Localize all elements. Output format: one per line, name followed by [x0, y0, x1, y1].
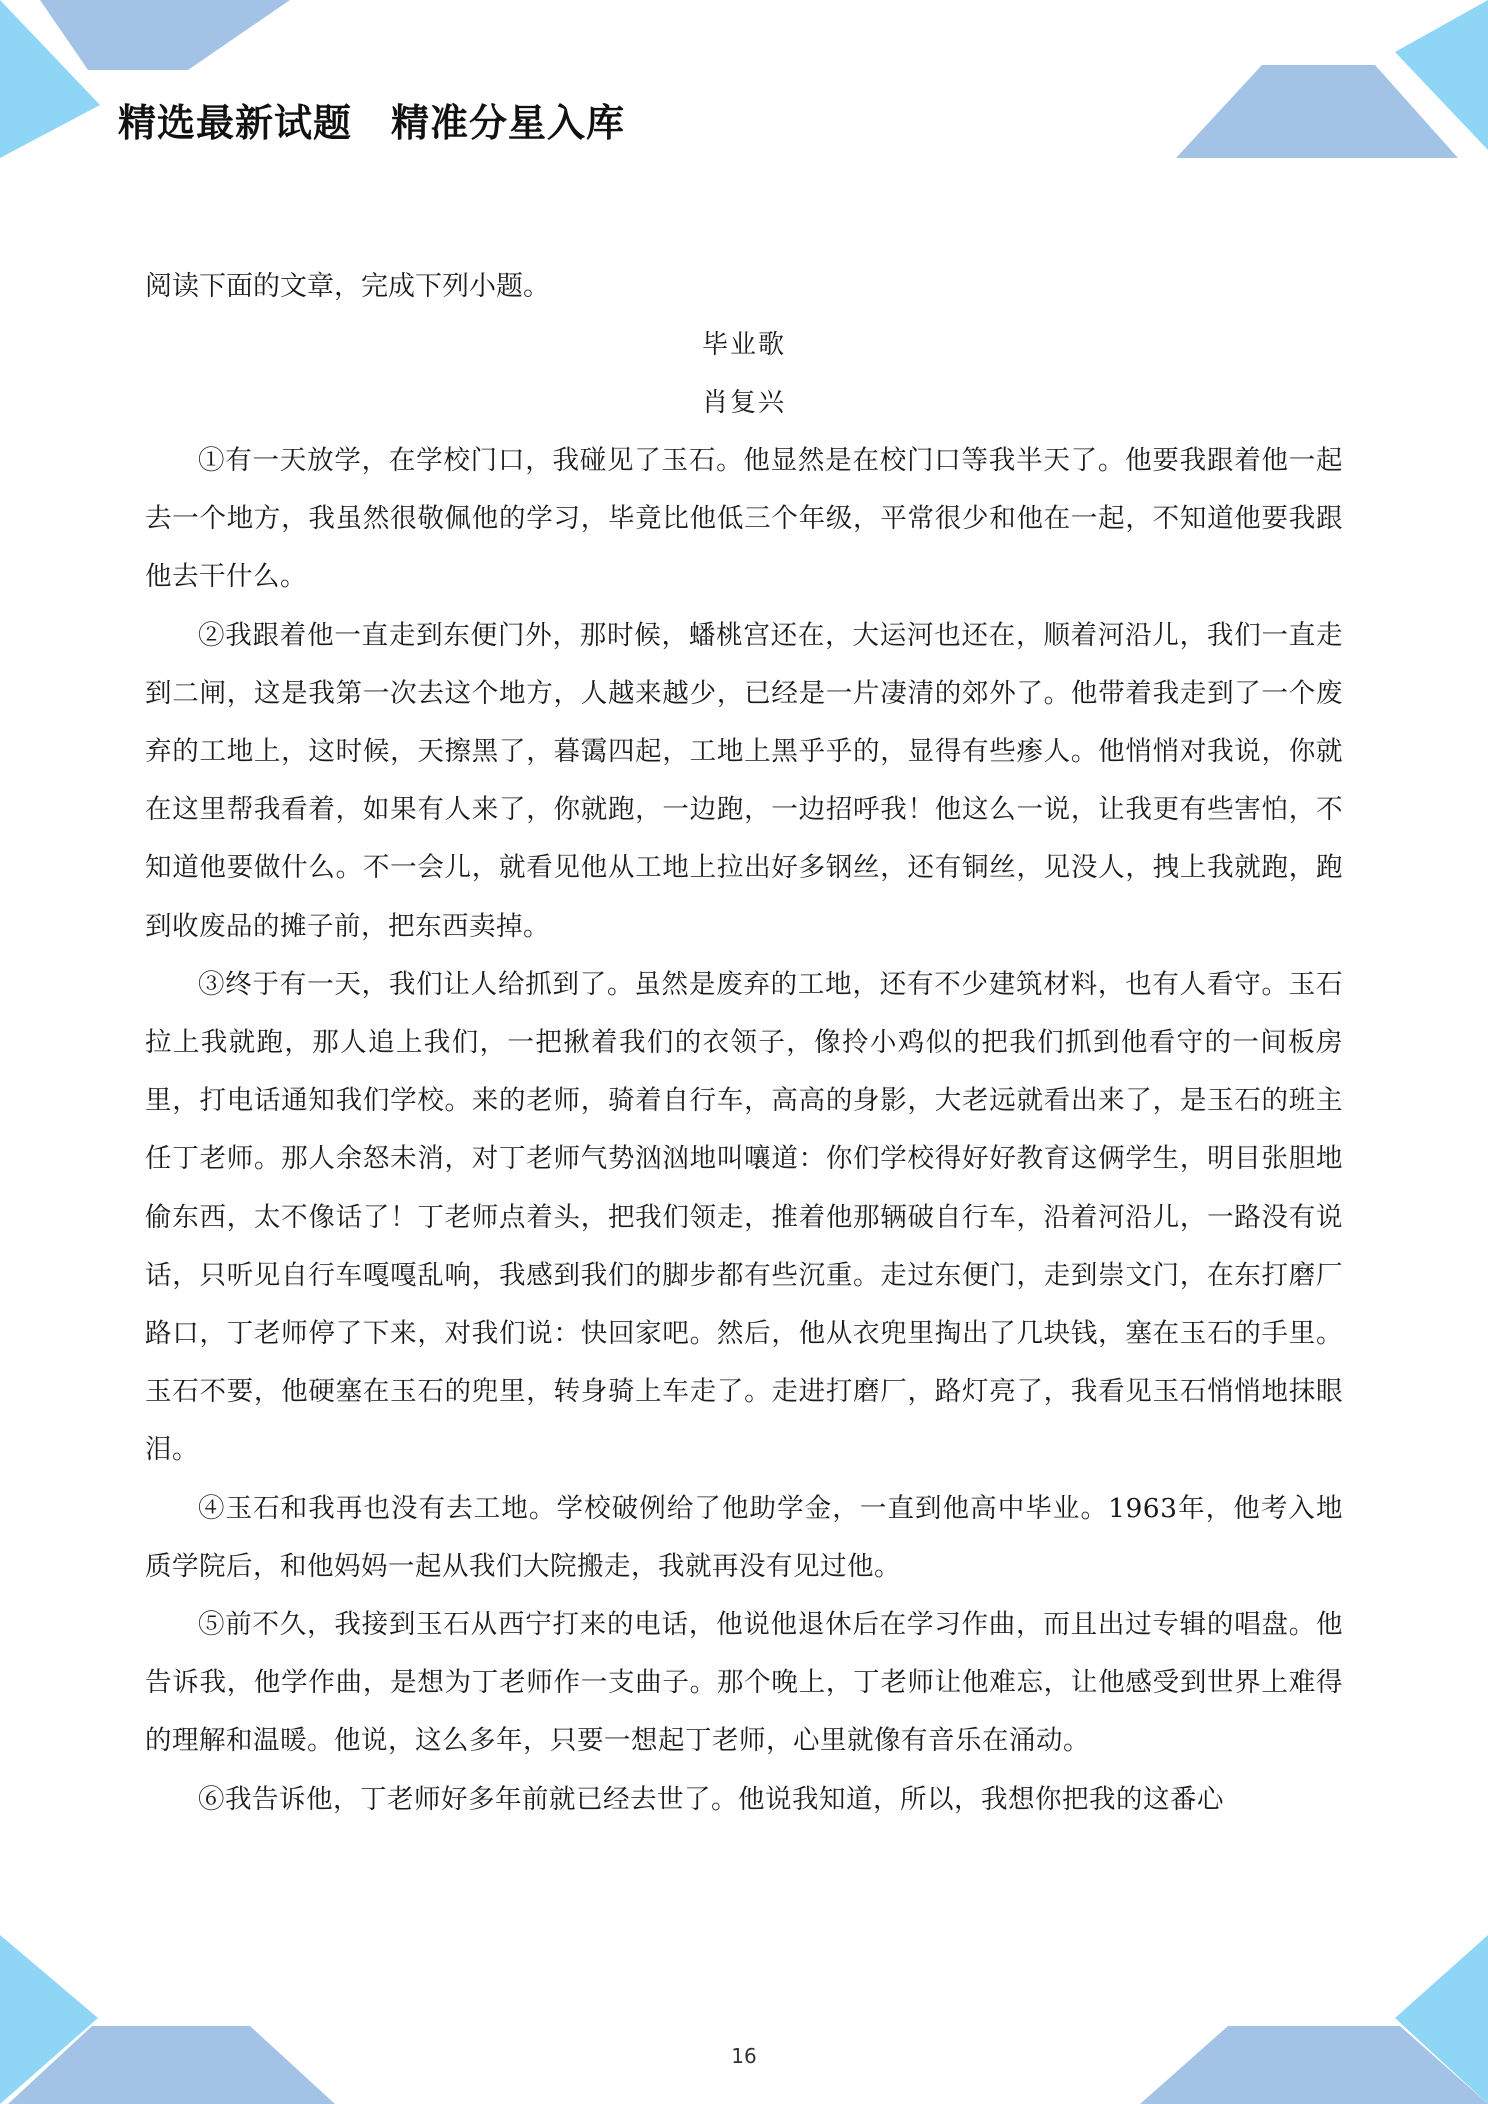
article-author: 肖复兴 — [701, 388, 786, 418]
instruction-text: 阅读下面的文章，完成下列小题。 — [145, 271, 550, 302]
header-title: 精选最新试题 精准分星入库 — [118, 101, 626, 145]
paragraph-1: ①有一天放学，在学校门口，我碰见了玉石。他显然是在校门口等我半天了。他要我跟着他一起去一个地方，我虽然很敬佩他的学习，毕竟比他低三个年级，平常很少和他在一起，不知道他要我跟他去干什么。 — [145, 445, 1343, 593]
paragraph-4: ④玉石和我再也没有去工地。学校破例给了他助学金，一直到他高中毕业。1963年，他考入地质学院后，和他妈妈一起从我们大院搬走，我就再没有见过他。 — [145, 1492, 1343, 1582]
bottom-left-triangle — [0, 1935, 98, 2104]
paragraph-3: ③终于有一天，我们让人给抓到了。虽然是废弃的工地，还有不少建筑材料，也有人看守。玉石拉上我就跑，那人追上我们，一把揪着我们的衣领子，像拎小鸡似的把我们抓到他看守的一间板房里，打电话通知我们学校。来的老师，骑着自行车，高高的身影，大老远就看出来了，是玉石的班主任丁老师。那人余怒未消，对丁老师气势汹汹地叫嚷道：你们学校得好好教育这俩学生，明目张胆地偷东西，太不像话了！丁老师点着头，把我们领走，推着他那辆破自行车，沿着河沿儿，一路没有说话，只听见自行车嘎嘎乱响，我感到我们的脚步都有些沉重。走过东便门，走到崇文门，在东打磨厂路口，丁老师停了下来，对我们说：快回家吧。然后，他从衣兜里掏出了几块钱，塞在玉石的手里。玉石不要，他硬塞在玉石的兜里，转身骑上车走了。走进打磨厂，路灯亮了，我看见玉石悄悄地抹眼泪。 — [145, 968, 1343, 1466]
paragraph-2: ②我跟着他一直走到东便门外，那时候，蟠桃宫还在，大运河也还在，顺着河沿儿，我们一直走到二闸，这是我第一次去这个地方，人越来越少，已经是一片凄清的郊外了。他带着我走到了一个废弃的工地上，这时候，天擦黑了，暮霭四起，工地上黑乎乎的，显得有些瘆人。他悄悄对我说，你就在这里帮我看着，如果有人来了，你就跑，一边跑，一边招呼我！他这么一说，让我更有些害怕，不知道他要做什么。不一会儿，就看见他从工地上拉出好多钢丝，还有铜丝，见没人，拽上我就跑，跑到收废品的摊子前，把东西卖掉。 — [145, 619, 1343, 942]
top-right-trapezoid — [1176, 65, 1458, 158]
page-number: 16 — [731, 2044, 757, 2068]
bottom-right-triangle — [1395, 1935, 1488, 2104]
paragraph-5: ⑤前不久，我接到玉石从西宁打来的电话，他说他退休后在学习作曲，而且出过专辑的唱盘。他告诉我，他学作曲，是想为丁老师作一支曲子。那个晚上，丁老师让他难忘，让他感受到世界上难得的理解和温暖。他说，这么多年，只要一想起丁老师，心里就像有音乐在涌动。 — [145, 1609, 1343, 1757]
document-body — [145, 258, 1343, 1829]
paragraph-6: ⑥我告诉他，丁老师好多年前就已经去世了。他说我知道，所以，我想你把我的这番心 — [198, 1783, 1224, 1815]
top-right-triangle — [1395, 0, 1488, 150]
top-left-band — [40, 0, 290, 70]
top-left-triangle — [0, 0, 100, 158]
article-title: 毕业歌 — [701, 330, 786, 360]
